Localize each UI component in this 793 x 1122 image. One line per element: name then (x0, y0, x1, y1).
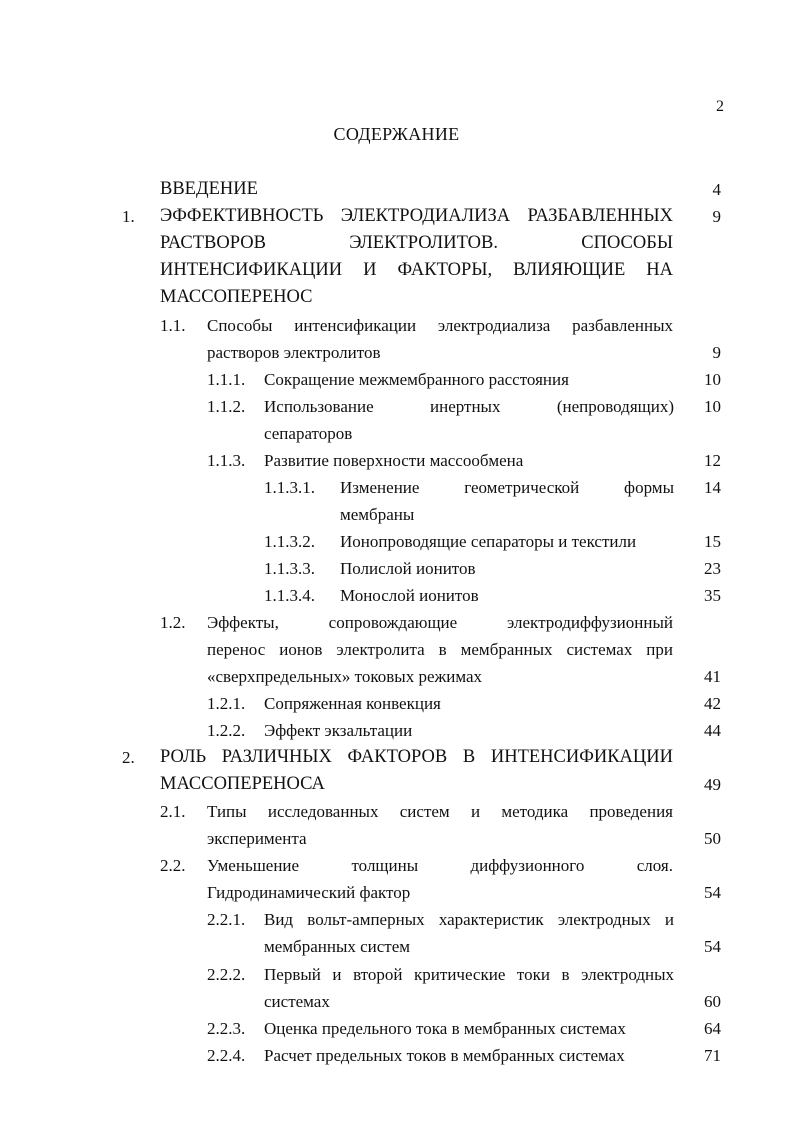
toc-entry-text: Сопряженная конвекция (264, 694, 441, 713)
toc-entry-page: 10 (704, 370, 721, 389)
toc-entry-text: Эффект экзальтации (264, 721, 413, 740)
toc-entry-text: Полислой ионитов (340, 559, 476, 578)
toc-entry-line: сепараторов (264, 424, 353, 443)
toc-entry-text: Расчет предельных токов в мембранных системах (264, 1046, 625, 1065)
toc-entry-line: перенос ионов электролита в мембранных системах при (207, 640, 673, 659)
toc-entry-line: «сверхпредельных» токовых режимах (207, 667, 483, 686)
toc-entry-text: Ионопроводящие сепараторы и текстили (340, 532, 637, 551)
toc-entry-line: мембраны (340, 505, 415, 524)
toc-entry-page: 10 (704, 397, 721, 416)
toc-entry-number: 2.2.4. (207, 1046, 246, 1065)
toc-entry-line: Эффекты, сопровождающие электродиффузионный (207, 613, 673, 632)
toc-entry-line: Уменьшение толщины диффузионного слоя. (207, 856, 673, 875)
toc-entry-number: 1.1.3.2. (264, 532, 315, 551)
toc-entry-number: 2. (122, 748, 135, 767)
toc-entry-number: 1. (122, 207, 135, 226)
toc-entry-page: 9 (712, 343, 721, 362)
toc-entry-number: 2.2.3. (207, 1019, 246, 1038)
toc-entry-text: Сокращение межмембранного расстояния (264, 370, 569, 389)
toc-entry-line: Гидродинамический фактор (207, 883, 411, 902)
toc-entry-page: 15 (704, 532, 721, 551)
toc-entry-page: 12 (704, 451, 721, 470)
toc-entry-line: мембранных систем (264, 937, 411, 956)
toc-entry-page: 44 (704, 721, 721, 740)
toc-entry-number: 1.1.3.3. (264, 559, 315, 578)
toc-entry-page: 54 (704, 937, 721, 956)
toc-entry-text: ВВЕДЕНИЕ (160, 179, 258, 199)
toc-entry-number: 1.1.3.4. (264, 586, 315, 605)
toc-entry-page: 49 (704, 775, 721, 794)
toc-entry-page: 41 (704, 667, 721, 686)
toc-entry-page: 64 (704, 1019, 721, 1038)
toc-entry-number: 1.2. (160, 613, 186, 632)
toc-entry-line: системах (264, 992, 330, 1011)
toc-entry-number: 1.2.1. (207, 694, 246, 713)
toc-entry-line: растворов электролитов (207, 343, 381, 362)
toc-entry-number: 2.2. (160, 856, 186, 875)
toc-entry-line: Типы исследованных систем и методика проведения (207, 802, 673, 821)
toc-entry-page: 54 (704, 883, 721, 902)
toc-entry-page: 35 (704, 586, 721, 605)
toc-entry-line: РОЛЬ РАЗЛИЧНЫХ ФАКТОРОВ В ИНТЕНСИФИКАЦИИ (160, 747, 673, 767)
page-number: 2 (716, 98, 724, 115)
toc-entry-number: 1.2.2. (207, 721, 246, 740)
toc-entry-text: Развитие поверхности массообмена (264, 451, 524, 470)
toc-entry-number: 1.1.3.1. (264, 478, 315, 497)
toc-entry-line: МАССОПЕРЕНОСА (160, 774, 325, 794)
page-title: СОДЕРЖАНИЕ (333, 124, 460, 144)
toc-entry-line: Способы интенсификации электродиализа разбавленных (207, 316, 673, 335)
toc-entry-number: 1.1.2. (207, 397, 246, 416)
toc-entry-page: 4 (712, 180, 721, 199)
toc-entry-page: 14 (704, 478, 721, 497)
toc-entry-line: ЭФФЕКТИВНОСТЬ ЭЛЕКТРОДИАЛИЗА РАЗБАВЛЕННЫХ (160, 206, 673, 226)
toc-entry-text: Монослой ионитов (340, 586, 479, 605)
toc-entry-number: 1.1.1. (207, 370, 246, 389)
toc-entry-page: 42 (704, 694, 721, 713)
toc-entry-number: 1.1.3. (207, 451, 246, 470)
toc-entry-line: Использование инертных (непроводящих) (264, 397, 674, 416)
toc-entry-line: Вид вольт-амперных характеристик электродных и (264, 910, 674, 929)
toc-entry-page: 9 (712, 207, 721, 226)
toc-entry-number: 2.2.2. (207, 965, 246, 984)
toc-entry-line: Изменение геометрической формы (340, 478, 674, 497)
toc-entry-line: Первый и второй критические токи в электродных (264, 965, 674, 984)
toc-entry-line: РАСТВОРОВ ЭЛЕКТРОЛИТОВ. СПОСОБЫ (160, 233, 673, 253)
toc-entry-page: 50 (704, 829, 721, 848)
toc-entry-number: 1.1. (160, 316, 186, 335)
toc-entry-page: 71 (704, 1046, 721, 1065)
toc-entry-text: Оценка предельного тока в мембранных системах (264, 1019, 626, 1038)
toc-entry-line: эксперимента (207, 829, 307, 848)
toc-entry-page: 23 (704, 559, 721, 578)
toc-entry-number: 2.2.1. (207, 910, 246, 929)
toc-entry-line: ИНТЕНСИФИКАЦИИ И ФАКТОРЫ, ВЛИЯЮЩИЕ НА (160, 260, 673, 280)
toc-entry-number: 2.1. (160, 802, 186, 821)
toc-entry-line: МАССОПЕРЕНОС (160, 287, 313, 307)
toc-entry-page: 60 (704, 992, 721, 1011)
